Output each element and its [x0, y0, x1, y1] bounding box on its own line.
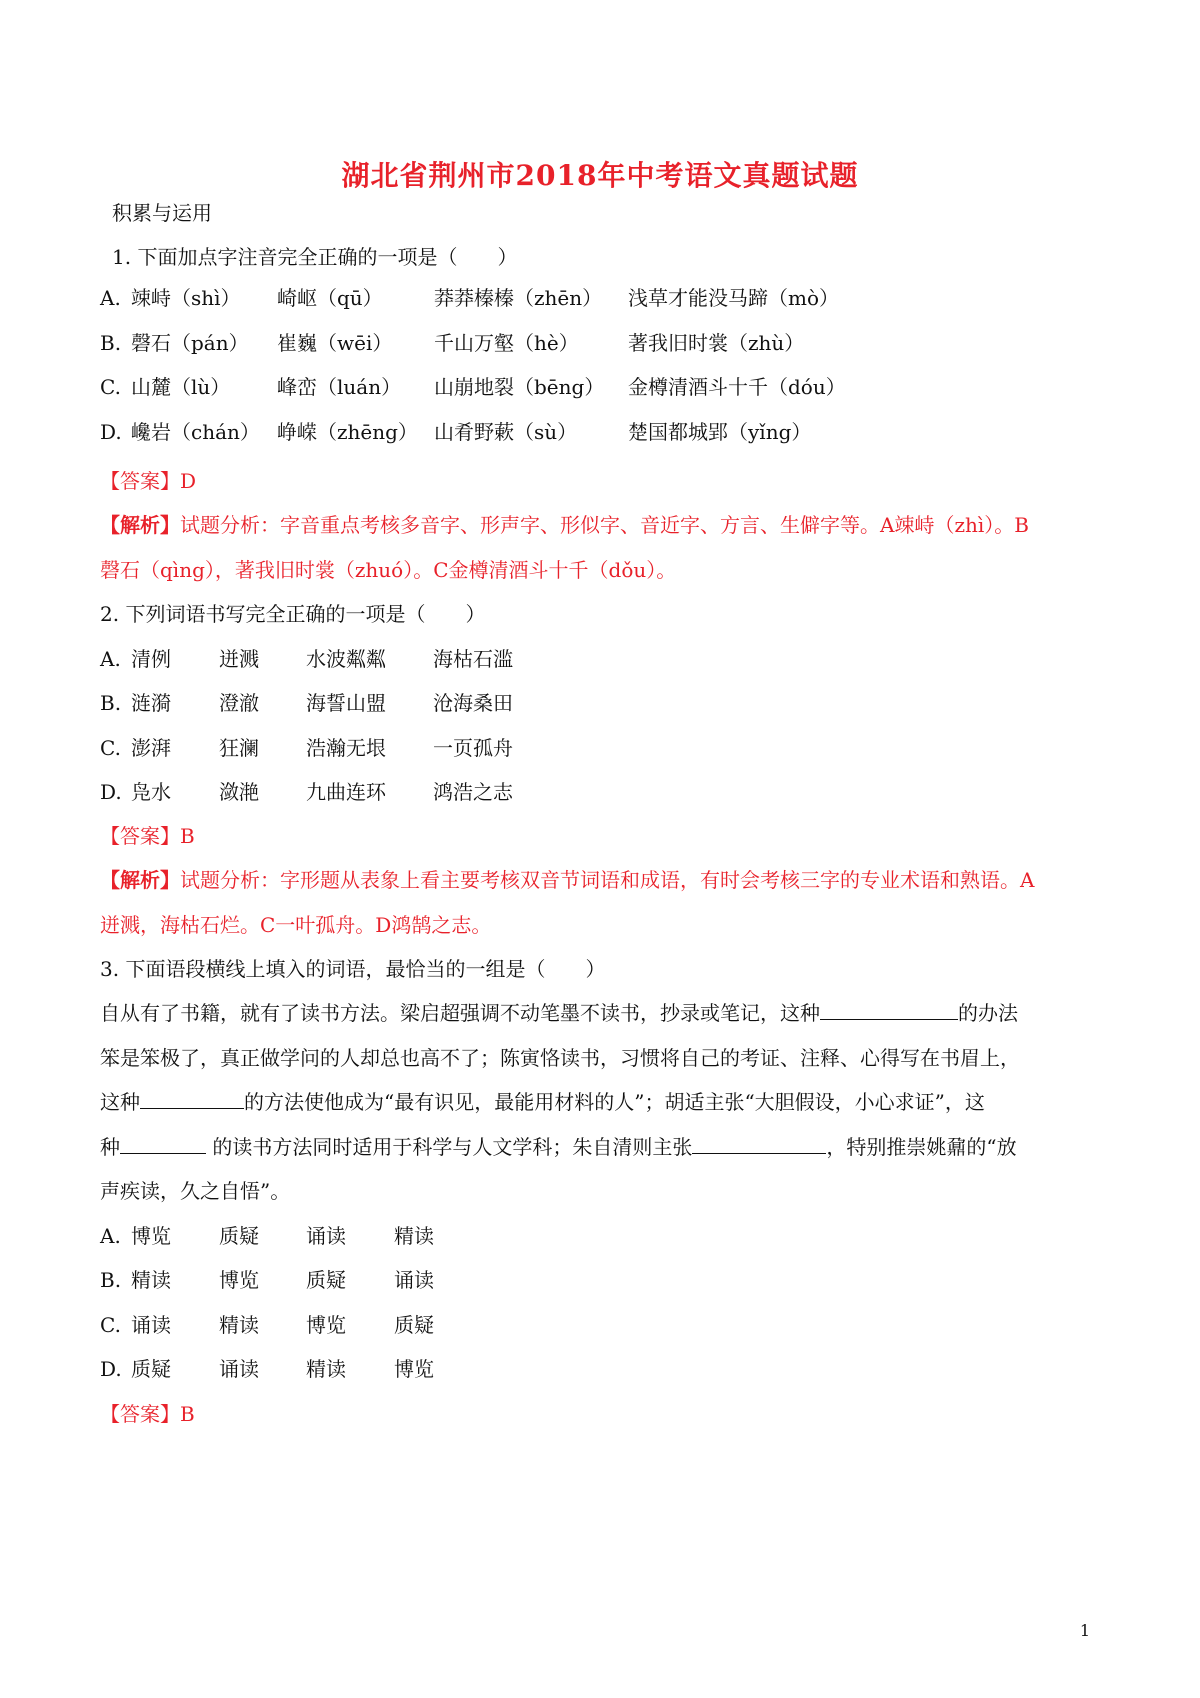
- option-label: D.: [100, 1357, 122, 1381]
- option-label: C.: [100, 736, 121, 760]
- option-item: 精读: [131, 1268, 171, 1292]
- option-item: 山崩地裂（bēng）: [434, 375, 605, 399]
- q2-answer: [100, 822, 195, 850]
- analysis-text: 试题分析：字音重点考核多音字、形声字、形似字、音近字、方言、生僻字等。A竦峙（zhì）。B: [180, 513, 1029, 537]
- analysis-text: 试题分析：字形题从表象上看主要考核双音节词语和成语，有时会考核三字的专业术语和熟语。A: [180, 868, 1035, 892]
- option-item: 峰峦（luán）: [277, 375, 402, 399]
- document-title: 湖北省荆州市2018年中考语文真题试题: [341, 159, 859, 192]
- option-item: 海枯石滥: [433, 647, 513, 671]
- q1-analysis-line-2: 磬石（qìng），著我旧时裳（zhuó）。C金樽清酒斗十千（dǒu）。: [100, 558, 677, 582]
- q3-passage-line-2: 笨是笨极了，真正做学问的人却总也高不了；陈寅恪读书，习惯将自己的考证、注释、心得写在书眉上，: [100, 1046, 1020, 1070]
- option-item: 精读: [306, 1357, 346, 1381]
- option-item: 博览: [306, 1313, 346, 1337]
- analysis-label: 【解析】: [100, 513, 180, 537]
- option-label: B.: [100, 331, 122, 355]
- option-label: D.: [100, 420, 122, 444]
- option-item: 博览: [394, 1357, 434, 1381]
- option-item: 千山万壑（hè）: [434, 331, 579, 355]
- fill-blank-2: [140, 1088, 244, 1109]
- analysis-label: 【解析】: [100, 868, 180, 892]
- option-label: B.: [100, 691, 122, 715]
- option-item: 质疑: [131, 1357, 171, 1381]
- answer-value: B: [180, 1402, 195, 1426]
- option-item: 精读: [219, 1313, 259, 1337]
- q2-analysis-line-2: 迸溅，海枯石烂。C一叶孤舟。D鸿鹄之志。: [100, 913, 492, 937]
- option-item: 九曲连环: [306, 780, 386, 804]
- option-item: 清例: [131, 647, 171, 671]
- passage-text: 自从有了书籍，就有了读书方法。梁启超强调不动笔墨不读书，抄录或笔记，这种: [100, 1001, 820, 1025]
- option-item: 博览: [131, 1224, 171, 1248]
- option-item: 诵读: [306, 1224, 346, 1248]
- option-item: 海誓山盟: [306, 691, 386, 715]
- option-item: 质疑: [219, 1224, 259, 1248]
- option-item: 水波粼粼: [306, 647, 386, 671]
- option-item: 精读: [394, 1224, 434, 1248]
- q3-passage-line-3: [100, 1088, 985, 1116]
- passage-text: ，特别推崇姚鼐的“放: [826, 1135, 1017, 1159]
- passage-text: 的方法使他成为“最有识见，最能用材料的人”；胡适主张“大胆假设，小心求证”，这: [244, 1090, 985, 1114]
- option-item: 诵读: [219, 1357, 259, 1381]
- option-item: 质疑: [394, 1313, 434, 1337]
- option-item: 质疑: [306, 1268, 346, 1292]
- option-item: 沧海桑田: [433, 691, 513, 715]
- option-item: 迸溅: [219, 647, 259, 671]
- option-label: D.: [100, 780, 122, 804]
- passage-text: 这种: [100, 1090, 140, 1114]
- option-item: 潋滟: [219, 780, 259, 804]
- q1-stem: 1. 下面加点字注音完全正确的一项是（ ）: [112, 245, 518, 269]
- option-label: A.: [100, 286, 121, 310]
- q2-stem: 2. 下列词语书写完全正确的一项是（ ）: [100, 602, 486, 626]
- option-label: B.: [100, 1268, 122, 1292]
- option-label: C.: [100, 375, 121, 399]
- q3-stem: 3. 下面语段横线上填入的词语，最恰当的一组是（ ）: [100, 957, 606, 981]
- option-label: A.: [100, 647, 121, 671]
- option-item: 崔巍（wēi）: [277, 331, 393, 355]
- option-item: 竦峙（shì）: [131, 286, 241, 310]
- answer-label: 【答案】: [100, 1402, 180, 1426]
- fill-blank-4: [692, 1133, 826, 1154]
- q3-answer: [100, 1400, 195, 1428]
- option-item: 山麓（lù）: [131, 375, 231, 399]
- option-item: 鸿浩之志: [433, 780, 513, 804]
- option-item: 博览: [219, 1268, 259, 1292]
- option-item: 莽莽榛榛（zhēn）: [434, 286, 603, 310]
- passage-text: 的读书方法同时适用于科学与人文学科；朱自清则主张: [206, 1135, 693, 1159]
- fill-blank-3: [120, 1133, 206, 1154]
- option-item: 涟漪: [131, 691, 171, 715]
- q3-passage-line-1: [100, 999, 1018, 1027]
- answer-value: B: [180, 824, 195, 848]
- section-heading: 积累与运用: [112, 201, 212, 225]
- q3-passage-line-4: [100, 1133, 1017, 1161]
- option-item: 澎湃: [131, 736, 171, 760]
- option-item: 金樽清酒斗十千（dóu）: [628, 375, 846, 399]
- q1-answer: [100, 467, 196, 495]
- page-number: 1: [1079, 1621, 1090, 1640]
- passage-text: 种: [100, 1135, 120, 1159]
- option-item: 巉岩（chán）: [131, 420, 260, 444]
- option-item: 狂澜: [219, 736, 259, 760]
- option-item: 崎岖（qū）: [277, 286, 383, 310]
- q3-passage-line-5: 声疾读，久之自悟”。: [100, 1179, 291, 1203]
- answer-label: 【答案】: [100, 469, 180, 493]
- option-item: 浅草才能没马蹄（mò）: [628, 286, 840, 310]
- option-item: 凫水: [131, 780, 171, 804]
- option-item: 楚国都城郢（yǐng）: [628, 420, 812, 444]
- option-label: C.: [100, 1313, 121, 1337]
- option-item: 山肴野蔌（sù）: [434, 420, 578, 444]
- option-item: 一页孤舟: [433, 736, 513, 760]
- option-item: 磬石（pán）: [131, 331, 249, 355]
- answer-label: 【答案】: [100, 824, 180, 848]
- option-item: 峥嵘（zhēng）: [277, 420, 418, 444]
- option-item: 澄澈: [219, 691, 259, 715]
- q1-analysis-line-1: [100, 511, 1029, 539]
- option-item: 著我旧时裳（zhù）: [628, 331, 805, 355]
- answer-value: D: [180, 469, 197, 493]
- passage-text: 的办法: [958, 1001, 1018, 1025]
- q2-analysis-line-1: [100, 866, 1034, 894]
- fill-blank-1: [820, 999, 958, 1020]
- option-label: A.: [100, 1224, 121, 1248]
- option-item: 诵读: [131, 1313, 171, 1337]
- option-item: 浩瀚无垠: [306, 736, 386, 760]
- option-item: 诵读: [394, 1268, 434, 1292]
